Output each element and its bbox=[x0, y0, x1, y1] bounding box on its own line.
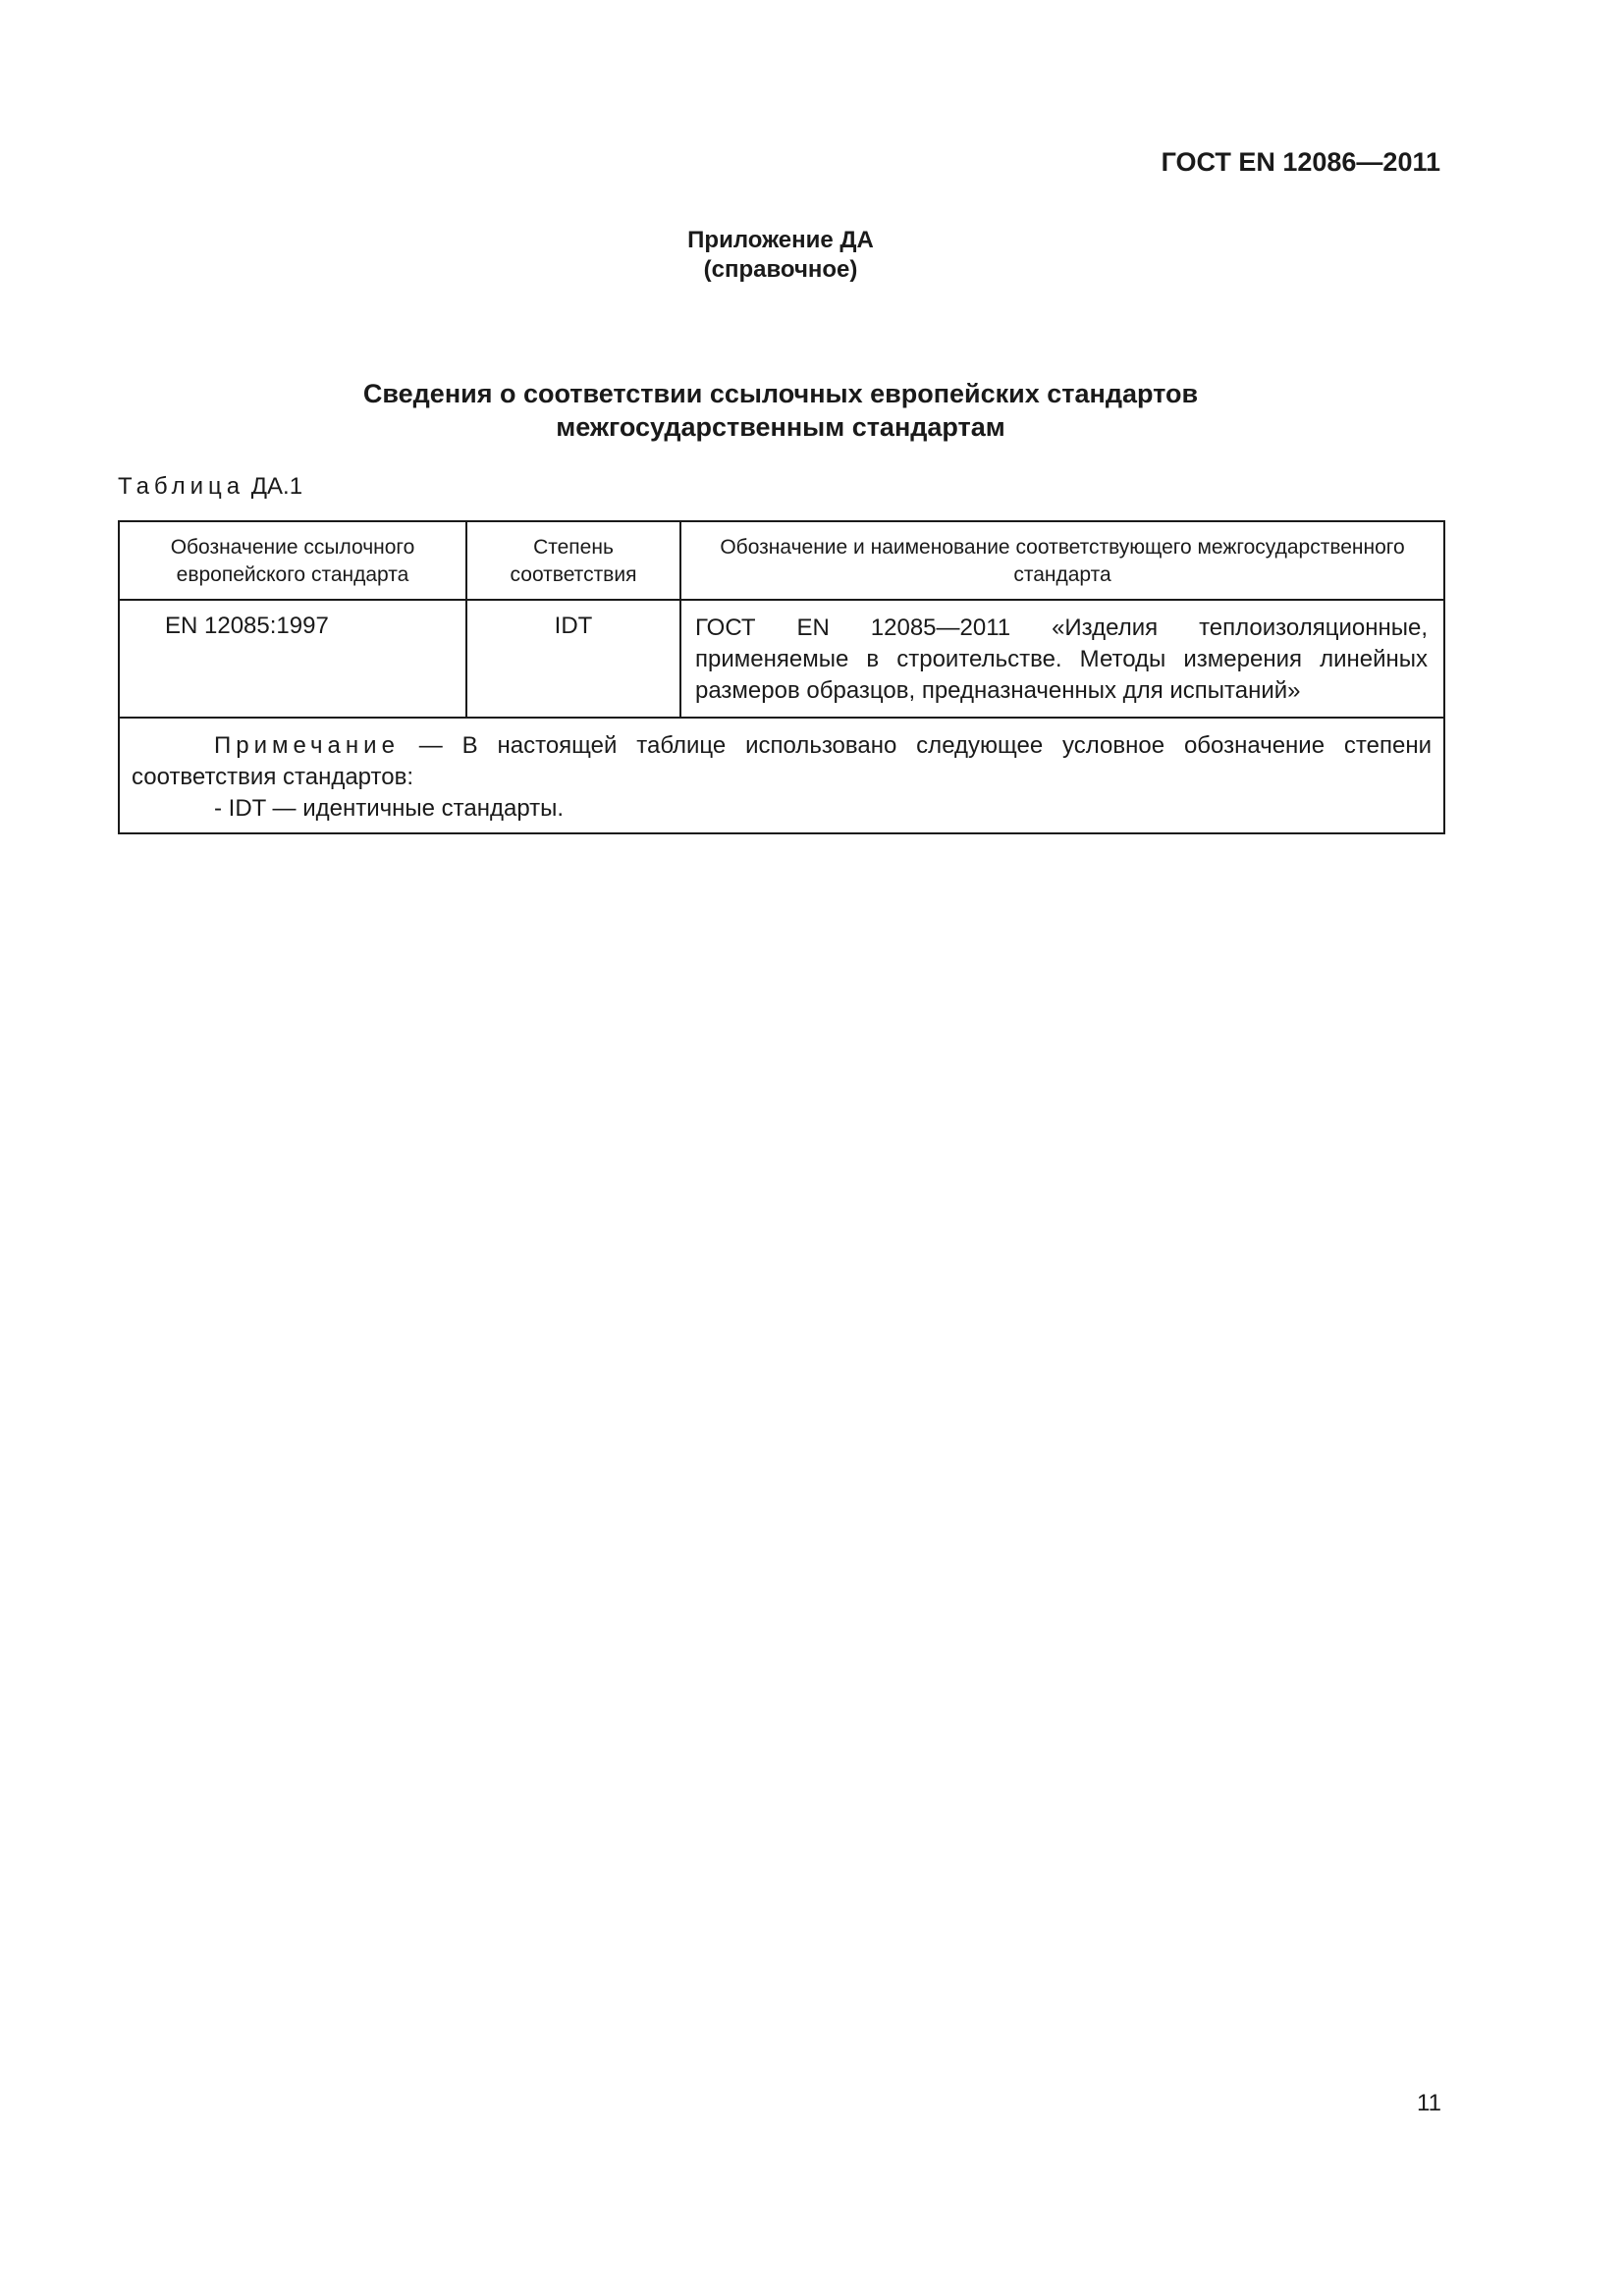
header-interstate-standard: Обозначение и наименование соответствующего межгосударственного стандарта bbox=[680, 521, 1444, 600]
table-caption bbox=[118, 473, 302, 501]
document-code: ГОСТ EN 12086—2011 bbox=[1161, 147, 1440, 177]
note-body: — В настоящей таблице использовано следующее условное обозначение степени соответствия стандартов: bbox=[132, 732, 1432, 790]
cell-degree: IDT bbox=[466, 600, 680, 718]
table-caption-word: Таблица bbox=[118, 473, 245, 500]
table-note-row bbox=[119, 718, 1444, 833]
section-title bbox=[0, 377, 1561, 444]
annex-title: Приложение ДА bbox=[687, 227, 874, 253]
header-ref-standard: Обозначение ссылочного европейского стандарта bbox=[119, 521, 466, 600]
cell-ref-standard: EN 12085:1997 bbox=[119, 600, 466, 718]
annex-kind: (справочное) bbox=[703, 256, 858, 283]
annex-heading bbox=[0, 226, 1561, 285]
table-header-row bbox=[119, 521, 1444, 600]
section-title-line-2: межгосударственным стандартам bbox=[556, 412, 1005, 442]
note-label: Примечание bbox=[214, 732, 400, 759]
page-number: 11 bbox=[1417, 2090, 1441, 2116]
table-row bbox=[119, 600, 1444, 718]
note-item: - IDT — идентичные стандарты. bbox=[214, 795, 565, 822]
table-note bbox=[119, 718, 1444, 833]
cell-interstate-standard: ГОСТ EN 12085—2011 «Изделия теплоизоляционные, применяемые в строительстве. Методы измерения линейных размеров образцов, предназначенных для испытаний» bbox=[680, 600, 1444, 718]
table-caption-number: ДА.1 bbox=[244, 473, 303, 500]
correspondence-table bbox=[118, 520, 1445, 834]
section-title-line-1: Сведения о соответствии ссылочных европейских стандартов bbox=[362, 379, 1199, 408]
header-degree: Степень соответствия bbox=[466, 521, 680, 600]
note-text bbox=[132, 730, 1432, 793]
